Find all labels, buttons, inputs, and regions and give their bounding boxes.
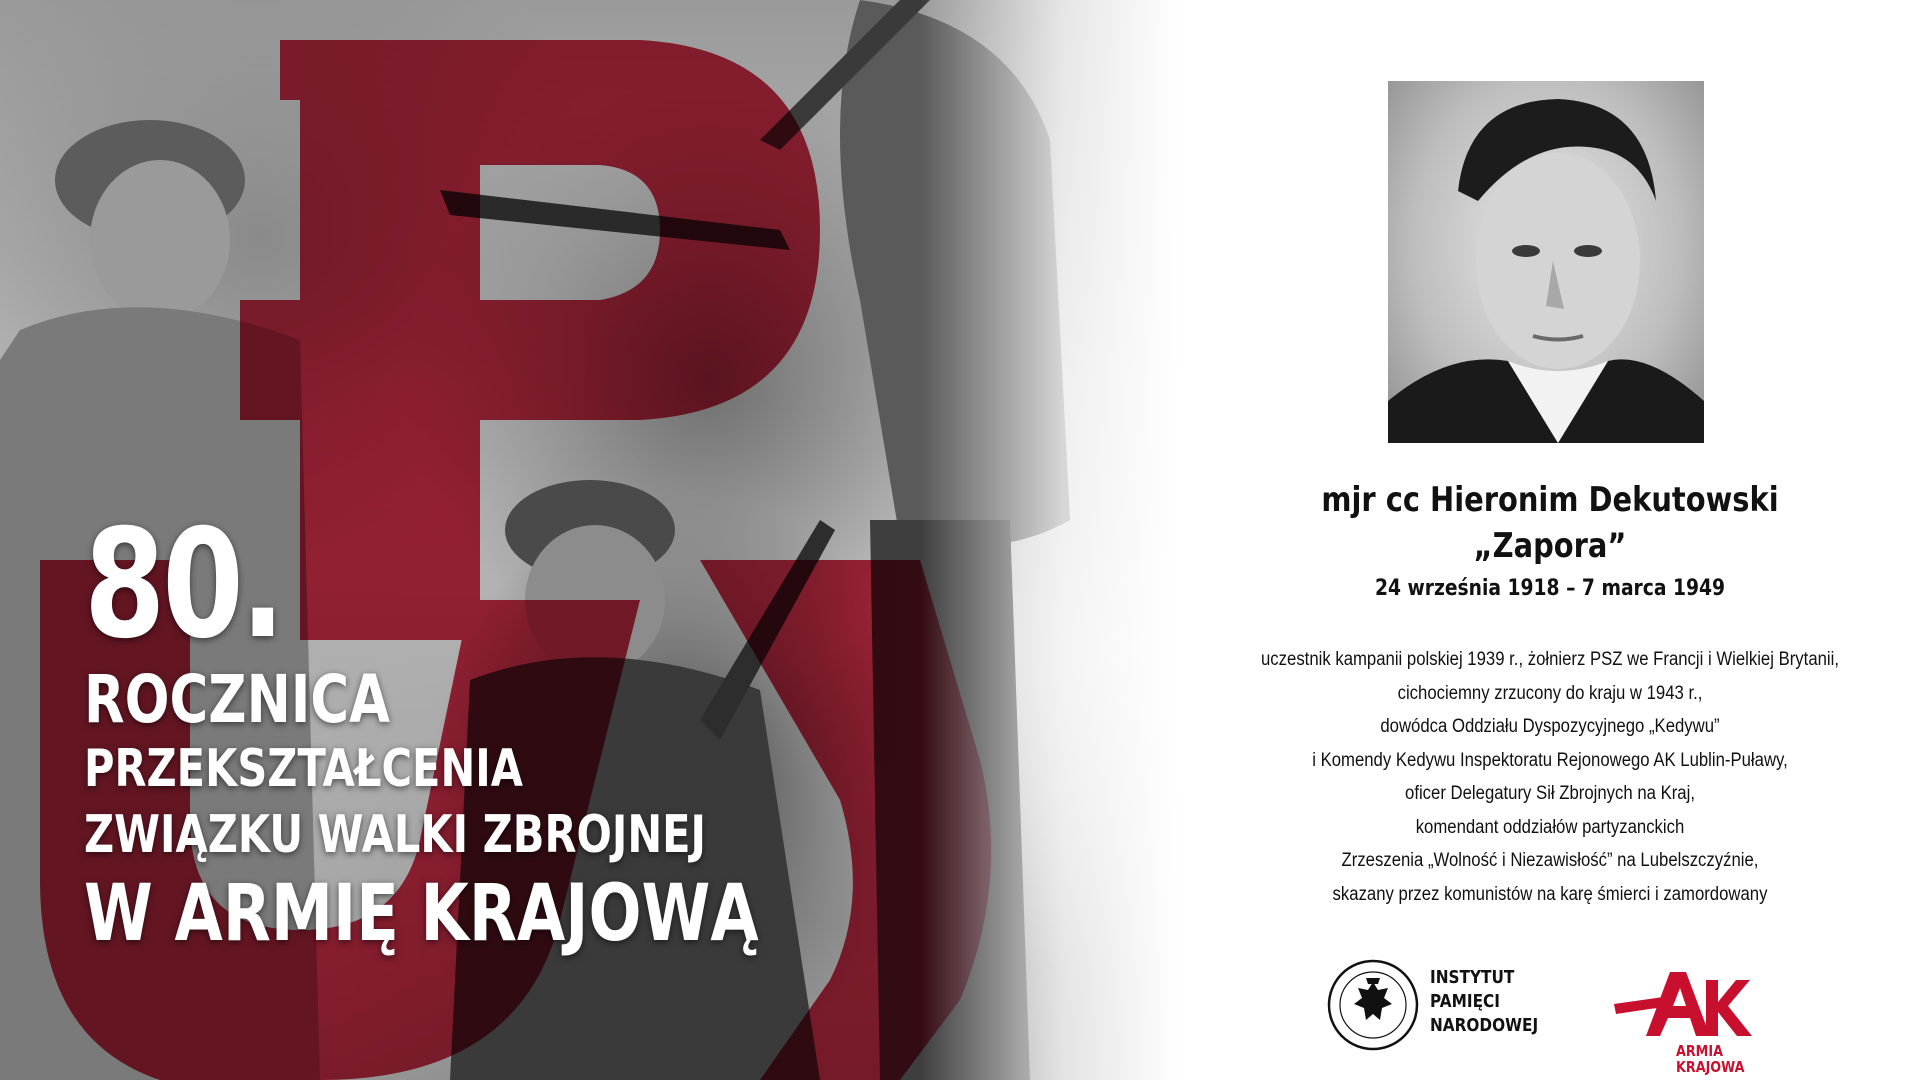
ipn-line-1: INSTYTUT (1430, 967, 1515, 988)
portrait-silhouette (1388, 81, 1704, 443)
title-line-zwiazku: ZWIĄZKU WALKI ZBROJNEJ (84, 805, 707, 865)
biography (1180, 643, 1920, 911)
anniversary-title (84, 498, 927, 960)
bio-line: oficer Delegatury Sił Zbrojnych na Kraj, (1405, 783, 1695, 804)
person-name: mjr cc Hieronim Dekutowski (1321, 480, 1779, 520)
ipn-line-3: NARODOWEJ (1430, 1015, 1539, 1036)
ipn-logo-text (1430, 966, 1538, 1038)
bio-line: komendant oddziałów partyzanckich (1415, 816, 1685, 838)
ak-line-2: KRAJOWA (1676, 1058, 1745, 1076)
ak-line-1: ARMIA (1676, 1042, 1723, 1060)
bio-line: Zrzeszenia „Wolność i Niezawisłość” na Lubelszczyźnie, (1341, 850, 1759, 871)
bio-line: cichociemny zrzucony do kraju w 1943 r., (1397, 682, 1703, 704)
anniversary-number: 80. (84, 498, 282, 672)
ak-logo-text (1676, 1043, 1745, 1075)
title-line-armie-krajowa: W ARMIĘ KRAJOWĄ (84, 869, 759, 959)
eagle-emblem-icon (1326, 958, 1420, 1052)
bio-line: dowódca Oddziału Dyspozycyjnego „Kedywu” (1380, 716, 1720, 737)
person-dates: 24 września 1918 – 7 marca 1949 (1374, 576, 1726, 601)
title-line-rocznica: ROCZNICA (84, 661, 391, 738)
photo-fade-overlay (920, 0, 1180, 1080)
portrait-photo (1388, 81, 1704, 443)
ipn-line-2: PAMIĘCI (1430, 991, 1500, 1012)
title-line-przeksztalcenia: PRZEKSZTAŁCENIA (84, 739, 523, 799)
person-alias: „Zapora” (1473, 526, 1627, 566)
bio-line: skazany przez komunistów na karę śmierci i zamordowany (1332, 883, 1768, 905)
person-info (1180, 480, 1920, 911)
bio-line: uczestnik kampanii polskiej 1939 r., żołnierz PSZ we Francji i Wielkiej Brytanii, (1261, 649, 1839, 670)
bio-line: i Komendy Kedywu Inspektoratu Rejonowego AK Lublin-Puławy, (1312, 749, 1788, 771)
